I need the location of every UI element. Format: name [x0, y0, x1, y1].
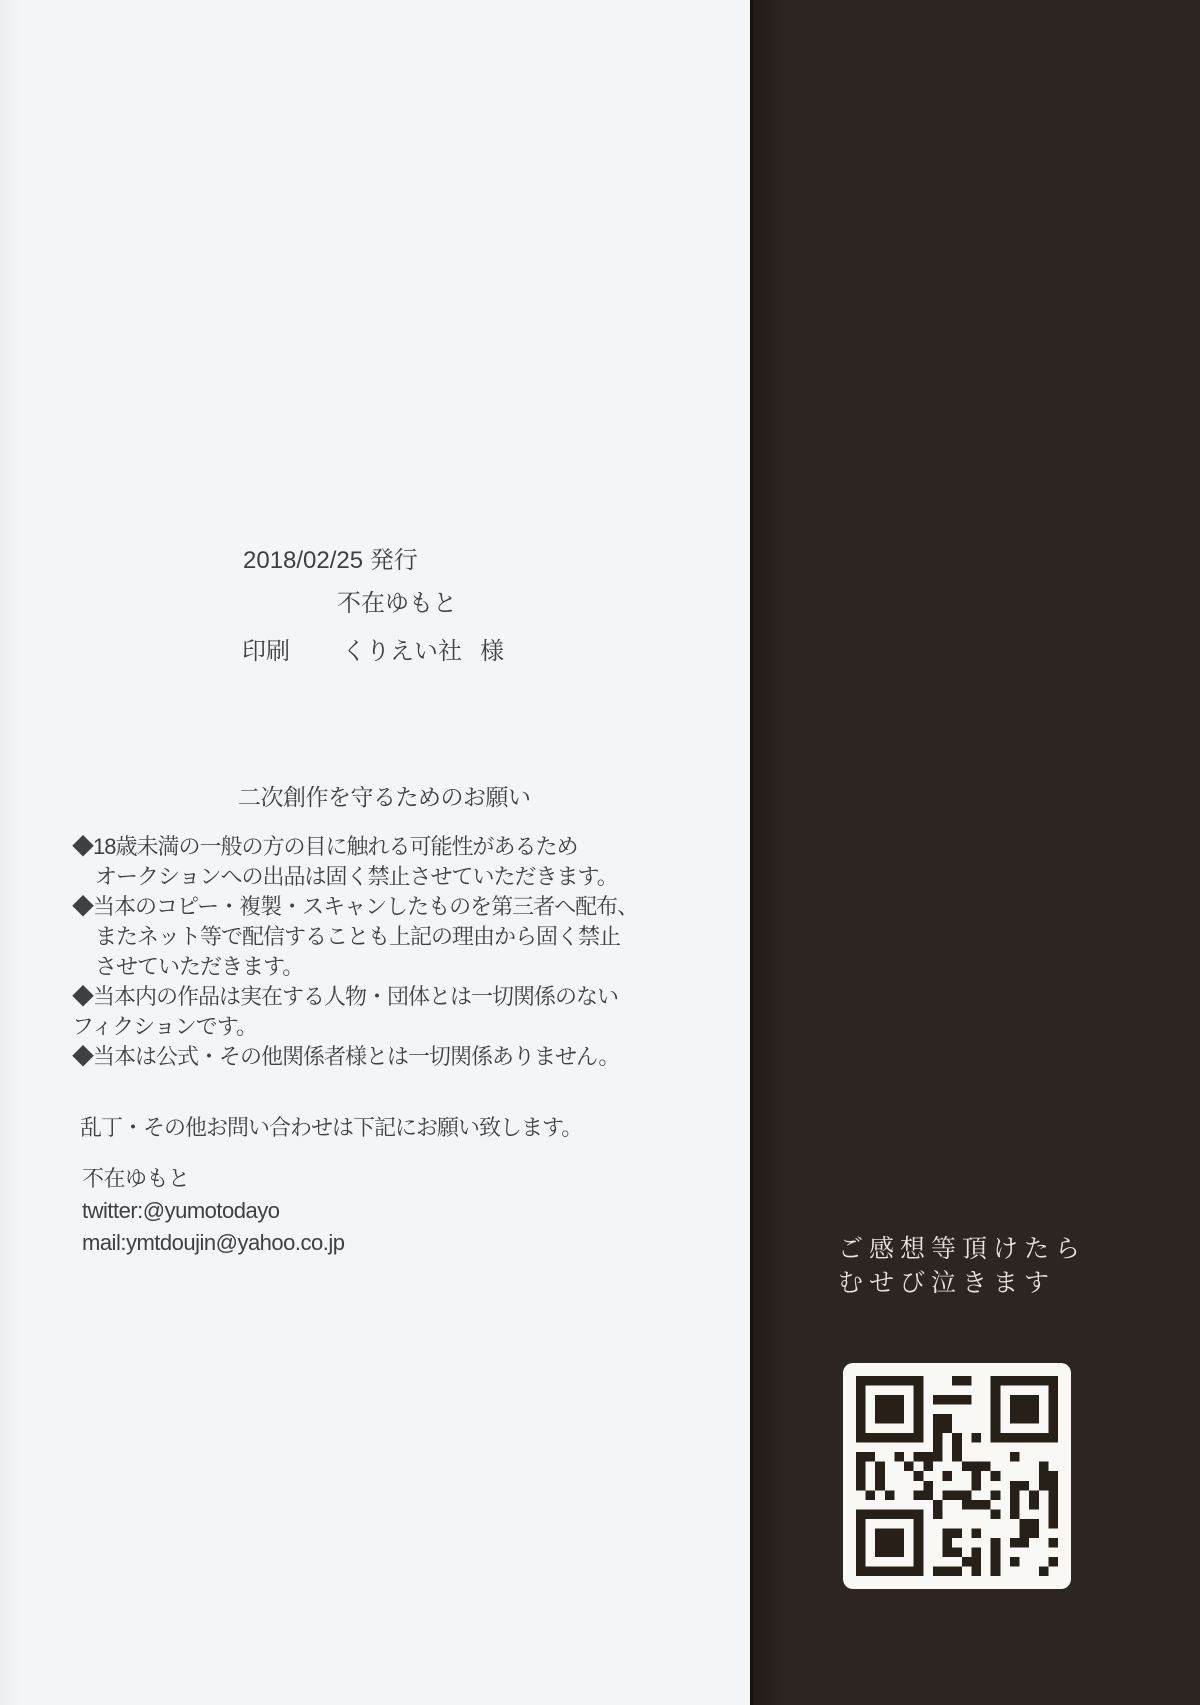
printer-label: 印刷 [242, 638, 290, 665]
notice-list [72, 832, 638, 1072]
contact-mail: mail:ymtdoujin@yahoo.co.jp [82, 1230, 345, 1255]
contact-twitter: twitter:@yumotodayo [82, 1198, 280, 1223]
notice-title: 二次創作を守るためのお願い [238, 784, 531, 810]
feedback-message-line-1: ご感想等頂けたら [838, 1234, 1087, 1263]
notice-line: させていただきます。 [95, 954, 304, 979]
publication-date: 2018/02/25 発行 [243, 547, 418, 574]
notice-line: またネット等で配信することも上記の理由から固く禁止 [95, 924, 621, 949]
feedback-message [838, 1232, 1086, 1300]
contact-block [82, 1163, 344, 1259]
printer-name: くりえい社 [342, 638, 462, 665]
printer-line [0, 631, 750, 665]
back-cover-dark-strip [750, 0, 1200, 1705]
notice-line: ◆18歳未満の一般の方の目に触れる可能性があるため [72, 834, 578, 859]
notice-line: ◆当本のコピー・複製・スキャンしたものを第三者へ配布、 [72, 894, 639, 919]
contact-name: 不在ゆもと [82, 1166, 190, 1191]
printer-honorific: 様 [480, 638, 504, 665]
notice-line: フィクションです。 [72, 1014, 258, 1039]
notice-line: オークションへの出品は固く禁止させていただきます。 [95, 864, 618, 889]
notice-line: ◆当本は公式・その他関係者様とは一切関係ありません。 [72, 1044, 620, 1069]
feedback-message-line-2: むせび泣きます [838, 1268, 1056, 1297]
circle-author-name: 不在ゆもと [337, 590, 457, 617]
qr-code [843, 1363, 1071, 1589]
qr-code-pattern [856, 1376, 1058, 1576]
contact-note: 乱丁・その他お問い合わせは下記にお願い致します。 [80, 1115, 583, 1140]
notice-line: ◆当本内の作品は実在する人物・団体とは一切関係のない [72, 984, 619, 1009]
